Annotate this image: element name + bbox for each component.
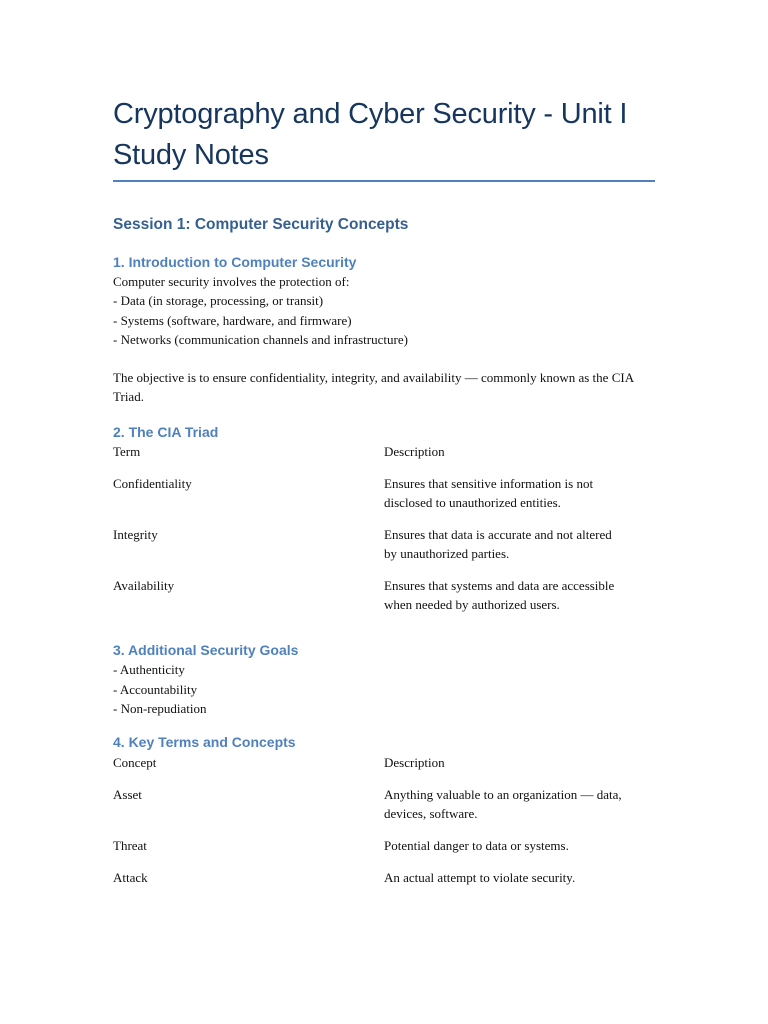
- table-cell-description: Anything valuable to an organization — data, devices, software.: [384, 787, 622, 822]
- table-header-row: [113, 442, 655, 461]
- table-cell-term: Availability: [113, 577, 175, 593]
- document-page: [113, 94, 655, 887]
- table-cell-term: Attack: [113, 869, 148, 885]
- table-cell-term: Threat: [113, 838, 147, 854]
- table-row: [113, 576, 655, 615]
- session-heading: Session 1: Computer Security Concepts: [113, 216, 409, 233]
- table-cell-description: An actual attempt to violate security.: [384, 869, 576, 885]
- goal-item-authenticity: - Authenticity: [113, 662, 185, 678]
- table-row: [113, 868, 655, 887]
- table-row: [113, 474, 655, 513]
- intro-bullet-data: - Data (in storage, processing, or transit): [113, 293, 324, 309]
- intro-bullet-systems: - Systems (software, hardware, and firmware): [113, 312, 352, 328]
- table-header-concept: Concept: [113, 755, 157, 771]
- document-title: Cryptography and Cyber Security - Unit I Study Notes: [113, 98, 628, 171]
- objective-paragraph: The objective is to ensure confidentiality, integrity, and availability — commonly known as the CIA Triad.: [113, 370, 634, 405]
- table-row: [113, 836, 655, 855]
- title-underline: [113, 180, 655, 182]
- table-header-description: Description: [384, 755, 445, 771]
- table-cell-description: Ensures that sensitive information is not disclosed to unauthorized entities.: [384, 475, 594, 510]
- key-terms-table: [113, 753, 655, 887]
- section-heading-key-terms: 4. Key Terms and Concepts: [113, 734, 296, 751]
- cia-triad-table: [113, 442, 655, 615]
- table-cell-term: Confidentiality: [113, 475, 192, 491]
- section-heading-additional-goals: 3. Additional Security Goals: [113, 642, 299, 659]
- table-cell-description: Potential danger to data or systems.: [384, 838, 569, 854]
- goal-item-non-repudiation: - Non-repudiation: [113, 700, 207, 716]
- table-cell-term: Asset: [113, 787, 142, 803]
- table-header-term: Term: [113, 443, 141, 459]
- section-heading-cia-triad: 2. The CIA Triad: [113, 423, 219, 440]
- intro-bullet-networks: - Networks (communication channels and infrastructure): [113, 331, 408, 347]
- table-cell-description: Ensures that systems and data are accessible when needed by authorized users.: [384, 577, 615, 613]
- table-cell-description: Ensures that data is accurate and not altered by unauthorized parties.: [384, 526, 612, 561]
- goal-item-accountability: - Accountability: [113, 681, 198, 697]
- table-cell-term: Integrity: [113, 526, 158, 542]
- table-row: [113, 785, 655, 824]
- table-header-description: Description: [384, 443, 445, 459]
- table-header-row: [113, 753, 655, 772]
- intro-line: Computer security involves the protection of:: [113, 274, 350, 289]
- table-row: [113, 525, 655, 564]
- section-heading-intro: 1. Introduction to Computer Security: [113, 254, 357, 270]
